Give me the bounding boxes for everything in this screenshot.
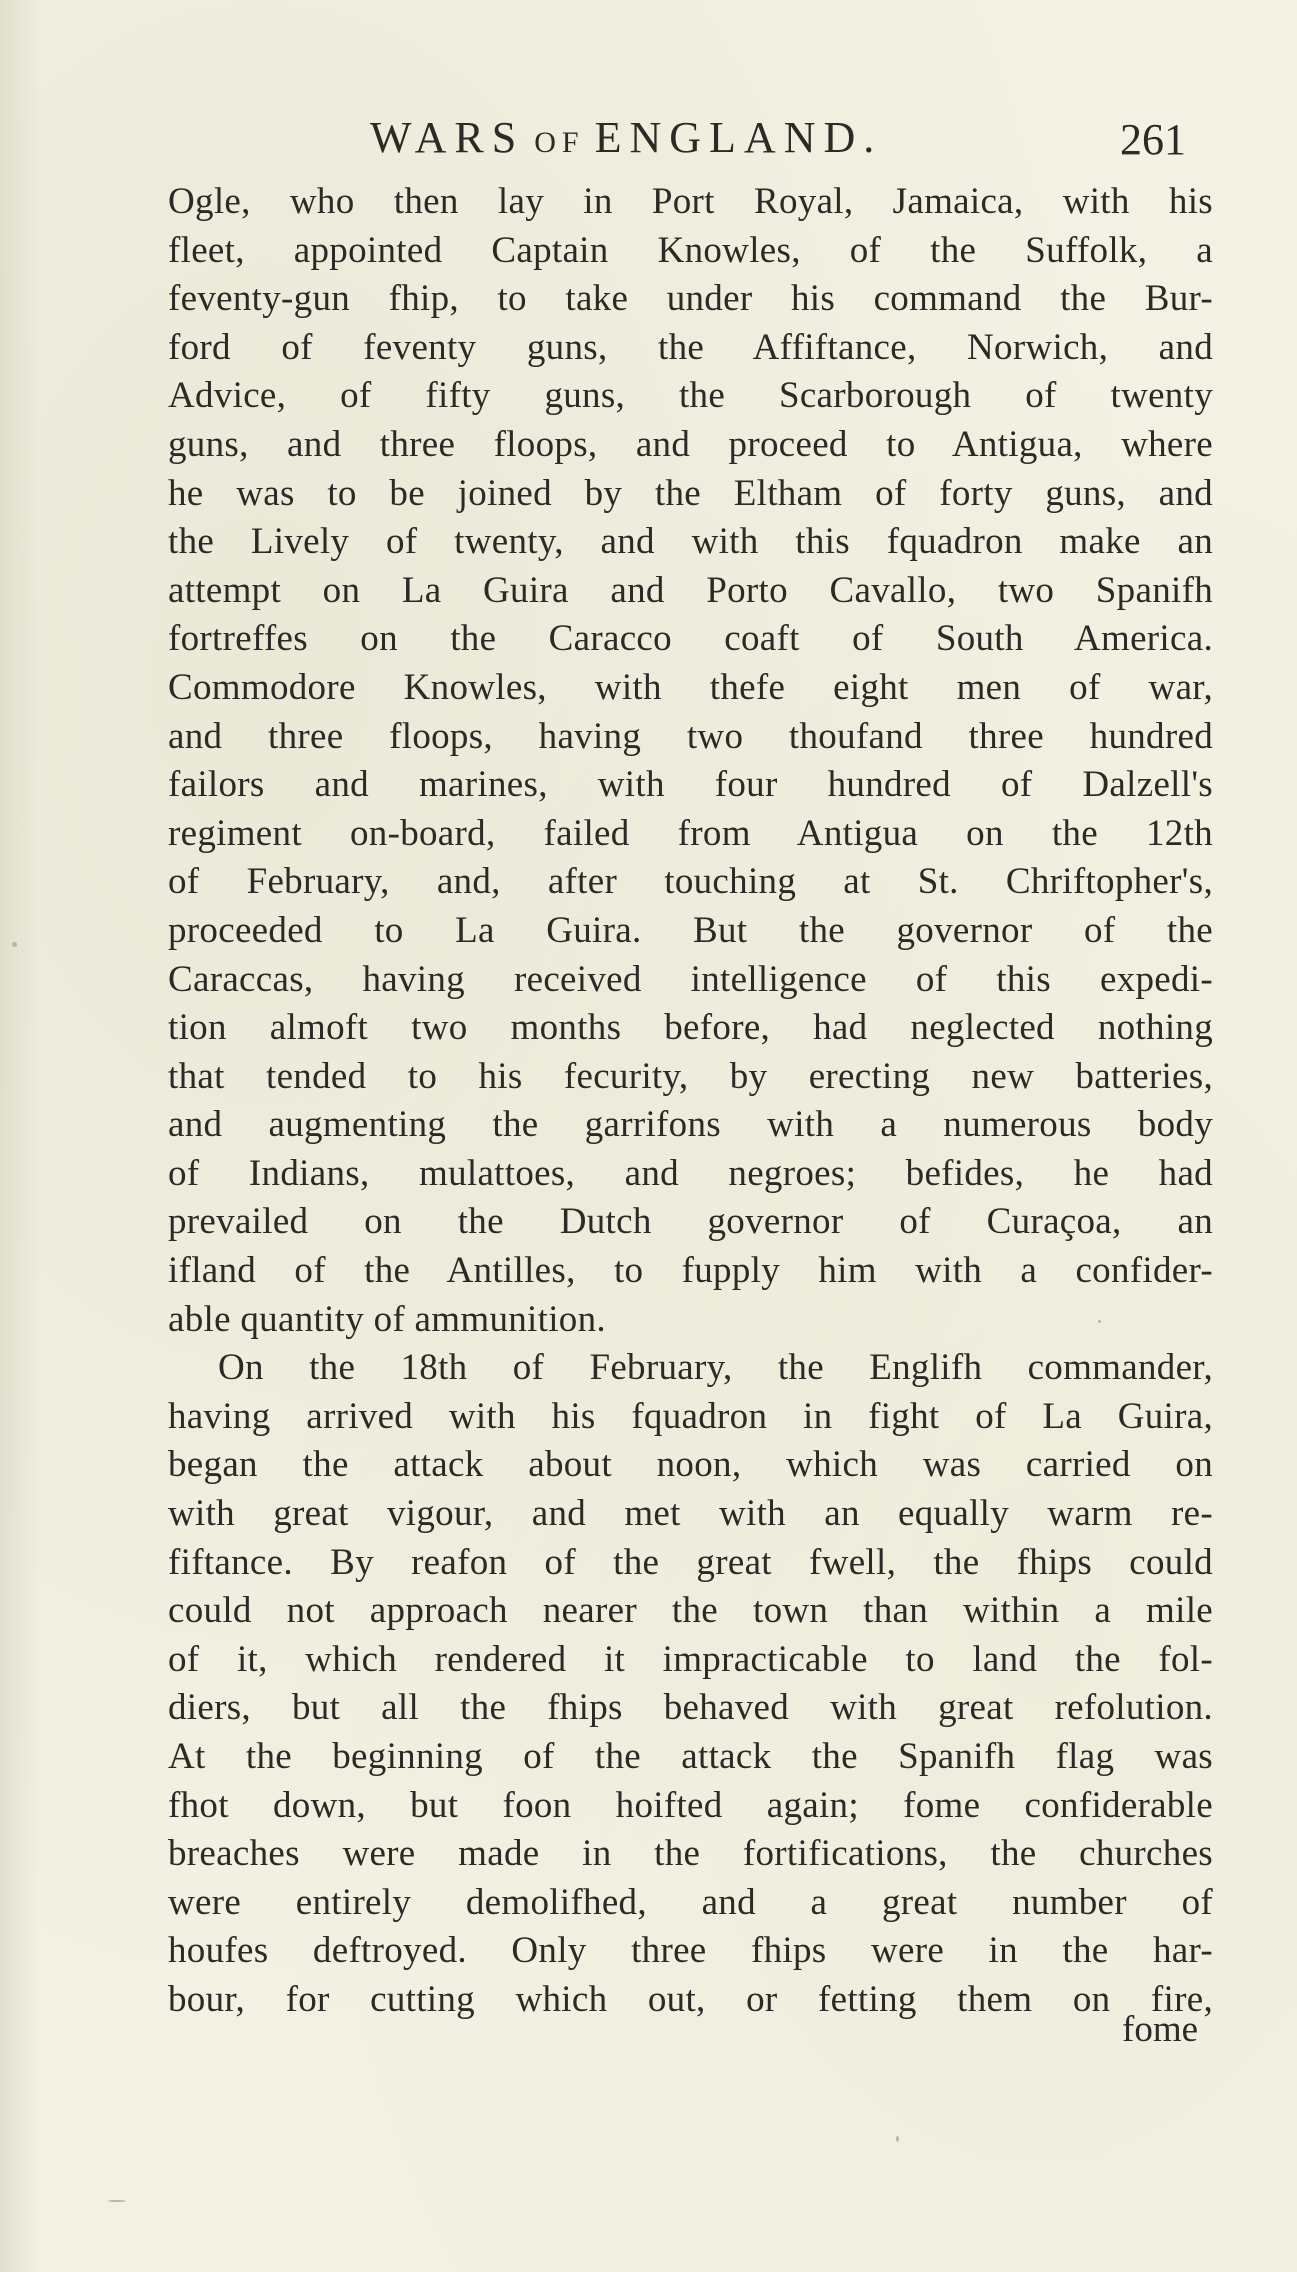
text-line: Ogle, who then lay in Port Royal, Jamaica, with his [168,181,1213,222]
text-line: Commodore Knowles, with thefe eight men of war, [168,666,1213,708]
text-line: failors and marines, with four hundred of Dalzell's [168,764,1213,806]
text-line: could not approach nearer the town than within a mile [168,1590,1213,1632]
paper-speck [1098,1320,1101,1323]
running-head-of: OF [534,126,585,159]
text-line: tion almoft two months before, had neglected nothing [168,1007,1213,1049]
text-line: began the attack about noon, which was carried on [168,1444,1213,1486]
page-number: 261 [1120,115,1186,164]
text-line: proceeded to La Guira. But the governor of the [168,909,1213,951]
text-line: guns, and three floops, and proceed to Antigua, where [168,423,1213,465]
text-line: of it, which rendered it impracticable to land the fol- [168,1638,1213,1680]
text-line: Advice, of fifty guns, the Scarborough of twenty [168,375,1213,417]
text-line: bour, for cutting which out, or fetting them on fire, [168,1978,1213,2020]
text-line: feventy-gun fhip, to take under his command the Bur- [168,278,1213,320]
text-line: and augmenting the garrifons with a numerous body [168,1104,1213,1146]
paragraph-end-line: able quantity of ammunition. [168,1298,606,1340]
text-line: and three floops, having two thoufand three hundred [168,715,1213,757]
text-line: with great vigour, and met with an equally warm re- [168,1493,1213,1535]
text-line: having arrived with his fquadron in fight of La Guira, [168,1395,1213,1437]
text-line: he was to be joined by the Eltham of forty guns, and [168,472,1213,514]
text-line: diers, but all the fhips behaved with great refolution. [168,1687,1213,1729]
text-line: prevailed on the Dutch governor of Curaçoa, an [168,1201,1213,1243]
text-line: houfes deftroyed. Only three fhips were in the har- [168,1930,1213,1972]
text-line: At the beginning of the attack the Spanifh flag was [168,1736,1213,1777]
text-line: fortreffes on the Caracco coaft of South America. [168,618,1213,660]
text-line: that tended to his fecurity, by erecting new batteries, [168,1055,1213,1097]
text-line: regiment on-board, failed from Antigua on the 12th [168,812,1213,854]
text-line: were entirely demolifhed, and a great number of [168,1881,1213,1923]
paragraph-start-line: On the 18th of February, the Englifh commander, [218,1347,1213,1389]
paper-speck [896,2136,899,2142]
paper-speck [12,942,17,947]
running-head [370,112,882,169]
text-line: breaches were made in the fortifications, the churches [168,1833,1213,1875]
text-line: the Lively of twenty, and with this fquadron make an [168,521,1213,563]
text-line: ifland of the Antilles, to fupply him with a confider- [168,1250,1213,1292]
running-head-wars: WARS [370,113,525,162]
text-line: fhot down, but foon hoifted again; fome confiderable [168,1784,1213,1826]
paper-speck [108,2200,126,2202]
text-line: of February, and, after touching at St. Chriftopher's, [168,861,1213,903]
text-line: attempt on La Guira and Porto Cavallo, two Spanifh [168,569,1213,611]
body-text [168,178,1213,2025]
running-head-england: ENGLAND. [594,113,883,162]
catchword: fome [1122,2009,1199,2050]
text-line: fleet, appointed Captain Knowles, of the Suffolk, a [168,229,1213,271]
text-line: of Indians, mulattoes, and negroes; befides, he had [168,1152,1213,1194]
text-line: fiftance. By reafon of the great fwell, the fhips could [168,1541,1213,1583]
text-line: Caraccas, having received intelligence of this expedi- [168,958,1213,1000]
text-line: ford of feventy guns, the Affiftance, Norwich, and [168,326,1213,368]
